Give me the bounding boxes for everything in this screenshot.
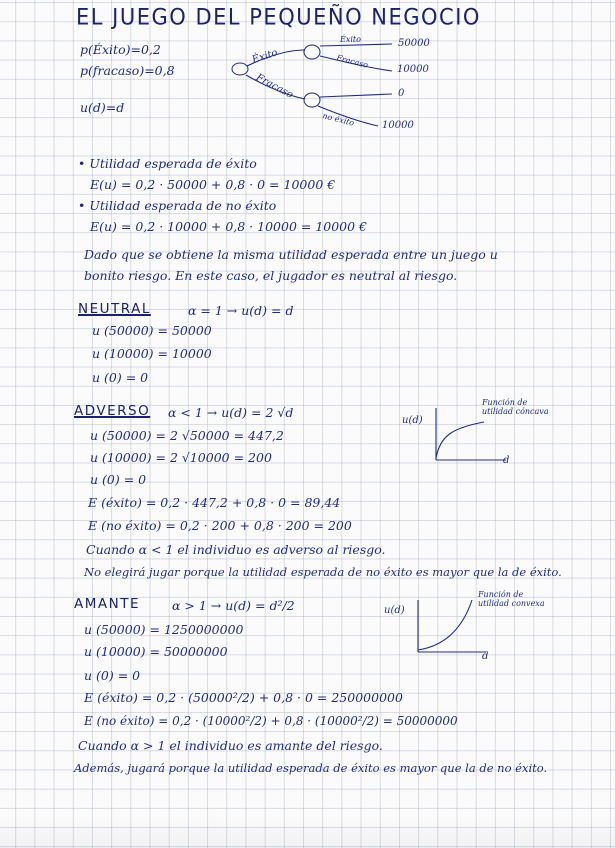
prob-exito: p(Éxito)=0,2: [80, 42, 161, 57]
expected-conclusion-1: Dado que se obtiene la misma utilidad esperada entre un juego u: [84, 247, 498, 262]
amante-u1: u (50000) = 1250000000: [84, 622, 244, 637]
amante-expected-no-exito: E (no éxito) = 0,2 · (10000²/2) + 0,8 · (10000²/2) = 50000000: [84, 714, 458, 728]
tree-bottom-branch-label: Fracaso: [254, 72, 295, 101]
tree-leaf-1-value: 50000: [398, 38, 430, 49]
amante-u3: u (0) = 0: [84, 668, 141, 683]
adverso-heading: ADVERSO: [74, 403, 151, 419]
expected-label-no-exito: • Utilidad esperada de no éxito: [78, 198, 277, 213]
adverso-expected-exito: E (éxito) = 0,2 · 447,2 + 0,8 · 0 = 89,44: [88, 495, 341, 510]
adverso-u1: u (50000) = 2 √50000 = 447,2: [90, 428, 284, 443]
tree-root-node: [232, 63, 248, 75]
tree-leaf-4-label: no éxito: [321, 111, 356, 128]
tree-leaf-4-value: 10000: [382, 120, 414, 131]
amante-heading: AMANTE: [74, 596, 140, 612]
expected-eq-no-exito: E(u) = 0,2 · 10000 + 0,8 · 10000 = 10000 €: [90, 219, 368, 234]
adverso-graph-ylabel: u(d): [402, 415, 423, 426]
adverso-u2: u (10000) = 2 √10000 = 200: [90, 450, 272, 465]
prob-fracaso: p(fracaso)=0,8: [80, 63, 175, 78]
neutral-u3: u (0) = 0: [92, 370, 149, 385]
tree-leaf-3-line: [320, 94, 392, 97]
adverso-graph-curve: [436, 422, 484, 458]
page-title: EL JUEGO DEL PEQUEÑO NEGOCIO: [76, 4, 481, 30]
tree-leaf-1-line: [320, 44, 392, 46]
adverso-u3: u (0) = 0: [90, 472, 147, 487]
adverso-graph-caption: Función de utilidad cóncava: [482, 398, 549, 417]
neutral-rule: α = 1 → u(d) = d: [188, 303, 294, 318]
amante-graph-ylabel: u(d): [384, 605, 405, 616]
neutral-heading: NEUTRAL: [78, 301, 151, 317]
tree-top-branch-label: Éxito: [250, 47, 280, 66]
tree-node-bottom: [304, 93, 320, 107]
expected-label-exito: • Utilidad esperada de éxito: [78, 156, 257, 171]
tree-node-top: [304, 45, 320, 59]
tree-leaf-2-label: Fracaso: [335, 53, 370, 70]
amante-rule: α > 1 → u(d) = d²/2: [172, 598, 295, 613]
amante-graph-xlabel: d: [482, 651, 489, 662]
tree-leaf-3-value: 0: [398, 88, 405, 99]
tree-leaf-2-value: 10000: [397, 64, 429, 75]
amante-u2: u (10000) = 50000000: [84, 644, 228, 659]
amante-note-1: Cuando α > 1 el individuo es amante del riesgo.: [78, 738, 383, 753]
adverso-rule: α < 1 → u(d) = 2 √d: [168, 405, 294, 420]
amante-note-2: Además, jugará porque la utilidad esperada de éxito es mayor que la de no éxito.: [74, 761, 548, 775]
adverso-graph-xlabel: d: [503, 455, 510, 466]
expected-eq-exito: E(u) = 0,2 · 50000 + 0,8 · 0 = 10000 €: [90, 177, 336, 192]
neutral-u1: u (50000) = 50000: [92, 323, 212, 338]
amante-expected-exito: E (éxito) = 0,2 · (50000²/2) + 0,8 · 0 = 250000000: [84, 690, 403, 705]
neutral-u2: u (10000) = 10000: [92, 346, 212, 361]
amante-graph-curve: [418, 600, 472, 650]
expected-conclusion-2: bonito riesgo. En este caso, el jugador es neutral al riesgo.: [84, 268, 458, 283]
tree-leaf-1-label: Éxito: [340, 35, 361, 44]
amante-graph-caption: Función de utilidad convexa: [478, 590, 545, 609]
adverso-expected-no-exito: E (no éxito) = 0,2 · 200 + 0,8 · 200 = 200: [88, 518, 352, 533]
adverso-note-2: No elegirá jugar porque la utilidad esperada de no éxito es mayor que la de éxito.: [84, 565, 562, 579]
adverso-note-1: Cuando α < 1 el individuo es adverso al riesgo.: [86, 542, 386, 557]
utility-definition: u(d)=d: [80, 100, 125, 115]
